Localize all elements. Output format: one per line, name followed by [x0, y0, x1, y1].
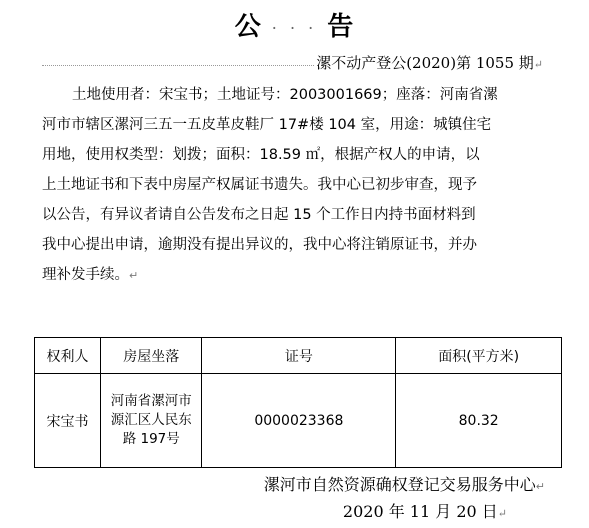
- issuer-line: [264, 472, 545, 495]
- title-dots: · · ·: [271, 18, 318, 38]
- issuer-name: 漯河市自然资源确权登记交易服务中心: [263, 475, 536, 494]
- certificate-table: [34, 337, 562, 468]
- paragraph-mark-icon: ↵: [129, 269, 139, 282]
- header-cert-no: 证号: [202, 338, 396, 374]
- notice-body: [42, 80, 562, 290]
- body-line-text: 理补发手续。: [42, 267, 129, 283]
- notice-title: [0, 6, 589, 43]
- table-header-row: [35, 338, 562, 374]
- cell-area: 80.32: [396, 374, 562, 468]
- paragraph-mark-icon: ↵: [497, 507, 507, 520]
- document-number: [316, 52, 543, 73]
- title-right-char: 告: [327, 12, 355, 42]
- dotted-separator: [42, 65, 314, 66]
- header-owner: 权利人: [35, 338, 101, 374]
- body-line: 河市市辖区漯河三五一五皮革皮鞋厂 17#楼 104 室，用途：城镇住宅: [42, 117, 492, 133]
- body-line: 用地，使用权类型：划拨；面积：18.59 ㎡，根据产权人的申请，以: [42, 147, 480, 163]
- body-line: 上土地证书和下表中房屋产权属证书遗失。我中心已初步审查，现予: [42, 177, 477, 193]
- cell-cert-no: 0000023368: [202, 374, 396, 468]
- body-line-last: [42, 260, 562, 290]
- date-line: [343, 499, 507, 522]
- body-line: 以公告，有异议者请自公告发布之日起 15 个工作日内持书面材料到: [42, 207, 476, 223]
- body-line: 我中心提出申请，逾期没有提出异议的，我中心将注销原证书，并办: [42, 237, 477, 253]
- table-row: [35, 374, 562, 468]
- body-line: 土地使用者：宋宝书；土地证号：2003001669；座落：河南省漯: [72, 87, 498, 103]
- paragraph-mark-icon: ↵: [535, 480, 545, 493]
- cell-location: 河南省漯河市源汇区人民东路 197号: [101, 374, 202, 468]
- paragraph-mark-icon: ↵: [533, 58, 543, 71]
- cell-owner: 宋宝书: [35, 374, 101, 468]
- header-location: 房屋坐落: [101, 338, 202, 374]
- document-number-text: 漯不动产登公(2020)第 1055 期: [316, 54, 534, 72]
- header-area: 面积(平方米): [396, 338, 562, 374]
- issue-date: 2020 年 11 月 20 日: [342, 502, 498, 521]
- title-left-char: 公: [234, 12, 262, 42]
